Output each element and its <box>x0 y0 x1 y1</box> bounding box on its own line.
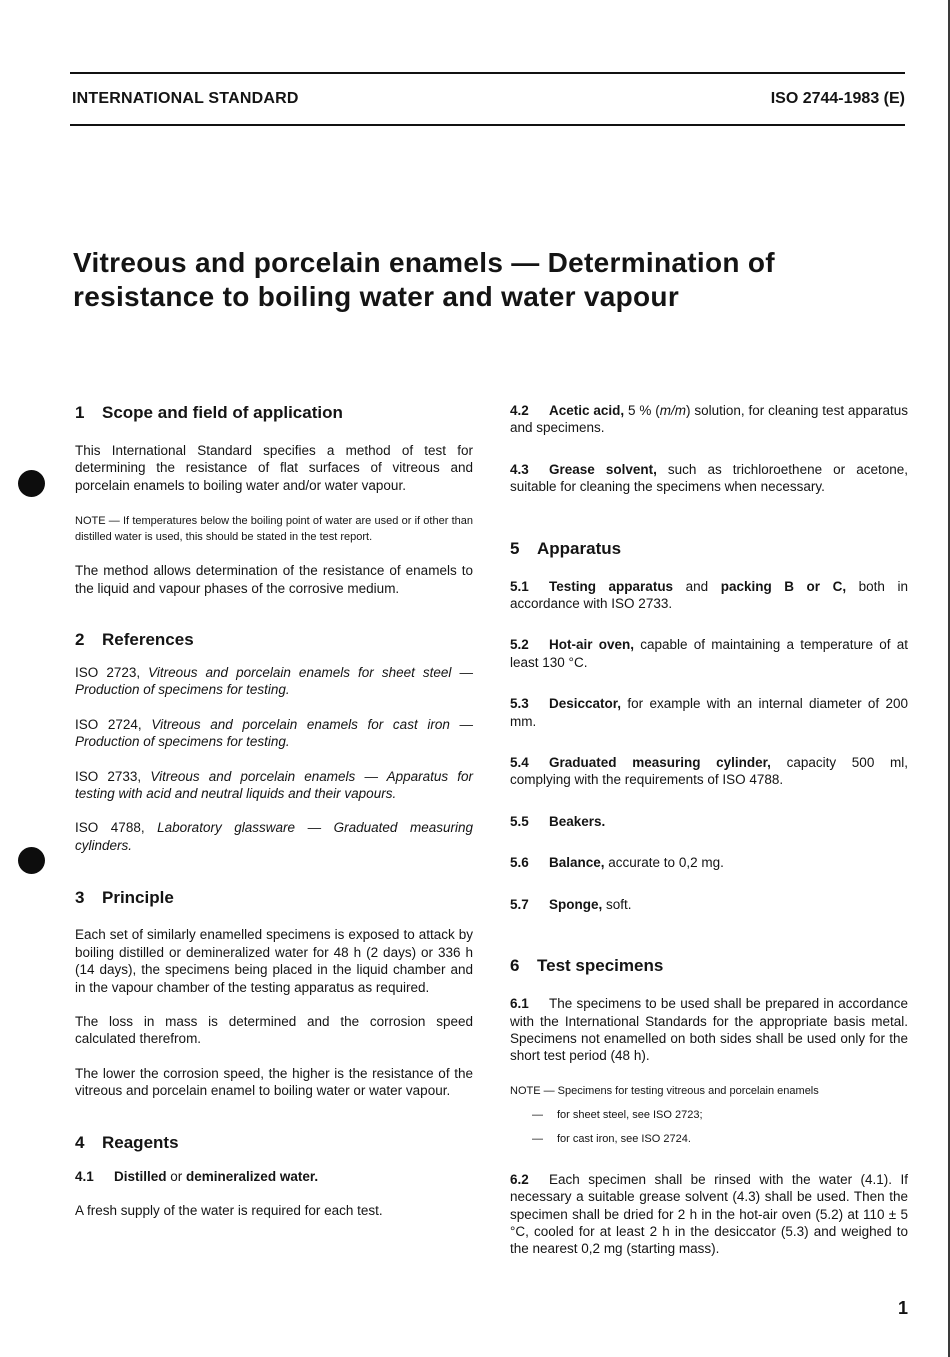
item-5-6: 5.6 Balance, accurate to 0,2 mg. <box>510 855 724 871</box>
scope-paragraph: This International Standard specifies a method of test for determining the resistance of flat surfaces of vitreous and porcelain enamels to boiling water and/or water vapour. <box>75 443 473 493</box>
item-4-1: 4.1 Distilled or demineralized water. <box>75 1168 319 1184</box>
section-2-number: 2 <box>75 630 85 650</box>
item-4-3: 4.3 Grease solvent, such as trichloroethene or acetone, suitable for cleaning the specimens when necessary. <box>510 461 912 495</box>
page-number: 1 <box>898 1298 909 1318</box>
section-4-title: Reagents <box>102 1132 179 1152</box>
reference-item: ISO 2724, Vitreous and porcelain enamels for cast iron — Production of specimens for testing. <box>75 716 473 750</box>
principle-paragraph-1: Each set of similarly enamelled specimens is exposed to attack by boiling distilled or demineralized water for 48 h (2 days) or 336 h (14 days), the specimens being placed in the liquid chamber and in the vapour chamber of the testing apparatus as required. <box>75 927 473 995</box>
section-4-number: 4 <box>75 1132 85 1152</box>
punch-hole-2 <box>18 847 45 874</box>
item-5-5: 5.5 Beakers. <box>510 813 606 829</box>
punch-hole-1 <box>18 470 45 497</box>
section-1-heading <box>75 402 473 424</box>
section-3-number: 3 <box>75 888 85 908</box>
reference-item: ISO 2723, Vitreous and porcelain enamels for sheet steel — Production of specimens for testing. <box>75 665 473 698</box>
note-dash-item: — for sheet steel, see ISO 2723; <box>532 1108 703 1121</box>
scope-note: NOTE — If temperatures below the boiling point of water are used or if other than distilled water is used, this should be stated in the test report. <box>75 515 473 544</box>
specimens-note: NOTE — Specimens for testing vitreous and porcelain enamels <box>510 1084 819 1097</box>
section-5-number: 5 <box>510 538 520 558</box>
section-6-number: 6 <box>510 956 520 976</box>
reference-item: ISO 2733, Vitreous and porcelain enamels — Apparatus for testing with acid and neutral liquids and their vapours. <box>75 768 473 802</box>
section-2-title: References <box>102 630 194 650</box>
reference-item: ISO 4788, Laboratory glassware — Graduated measuring cylinders. <box>75 820 473 853</box>
item-4-1-text: A fresh supply of the water is required for each test. <box>75 1202 383 1218</box>
item-6-1: 6.1 The specimens to be used shall be prepared in accordance with the International Standards for the appropriate basis metal. Specimens not enamelled on both sides shall be used only for the short test period (48 h). <box>510 996 908 1064</box>
document-title <box>73 246 893 314</box>
item-5-3: 5.3 Desiccator, for example with an internal diameter of 200 mm. <box>510 696 912 729</box>
section-3-heading <box>75 887 473 909</box>
title-line-2: resistance to boiling water and water vapour <box>73 281 680 312</box>
section-5-heading <box>510 538 908 560</box>
section-6-title: Test specimens <box>537 956 664 976</box>
section-1-number: 1 <box>75 403 85 422</box>
right-column <box>510 402 912 1258</box>
section-5-title: Apparatus <box>537 538 622 558</box>
principle-paragraph-3: The lower the corrosion speed, the higher is the resistance of the vitreous and porcelain enamel to boiling water or water vapour. <box>75 1065 473 1099</box>
item-4-2: 4.2 Acetic acid, 5 % (m/m) solution, for cleaning test apparatus and specimens. <box>510 403 908 436</box>
section-4-heading <box>75 1132 473 1154</box>
title-line-1: Vitreous and porcelain enamels — Determination of <box>73 247 775 278</box>
item-5-1: 5.1 Testing apparatus and packing B or C, both in accordance with ISO 2733. <box>510 578 912 612</box>
header-top-rule <box>70 72 905 74</box>
item-5-4: 5.4 Graduated measuring cylinder, capacity 500 ml, complying with the requirements of ISO 4788. <box>510 755 912 788</box>
item-5-7: 5.7 Sponge, soft. <box>510 896 632 912</box>
standard-number: ISO 2744-1983 (E) <box>770 90 905 107</box>
section-1-title: Scope and field of application <box>102 403 343 422</box>
header-bottom-rule <box>70 124 905 126</box>
header-left-label: INTERNATIONAL STANDARD <box>72 90 299 107</box>
left-column <box>75 402 473 1219</box>
section-6-heading <box>510 955 908 977</box>
item-5-2: 5.2 Hot-air oven, capable of maintaining a temperature of at least 130 °C. <box>510 637 912 670</box>
section-3-title: Principle <box>102 888 174 908</box>
page-header <box>72 90 905 112</box>
section-2-heading <box>75 629 473 651</box>
note-dash-item: — for cast iron, see ISO 2724. <box>532 1132 691 1145</box>
principle-paragraph-2: The loss in mass is determined and the corrosion speed calculated therefrom. <box>75 1013 473 1047</box>
scope-paragraph-2: The method allows determination of the resistance of enamels to the liquid and vapour phases of the corrosive medium. <box>75 563 473 596</box>
item-6-2: 6.2 Each specimen shall be rinsed with the water (4.1). If necessary a suitable grease solvent (4.3) shall be used. Then the specimen shall be dried for 2 h in the hot-air oven (5.2) at 110 ± 5 °C, cooled for at least 2 h in the desiccator (5.3) and weighed to the nearest 0,2 mg (starting mass). <box>510 1171 908 1257</box>
